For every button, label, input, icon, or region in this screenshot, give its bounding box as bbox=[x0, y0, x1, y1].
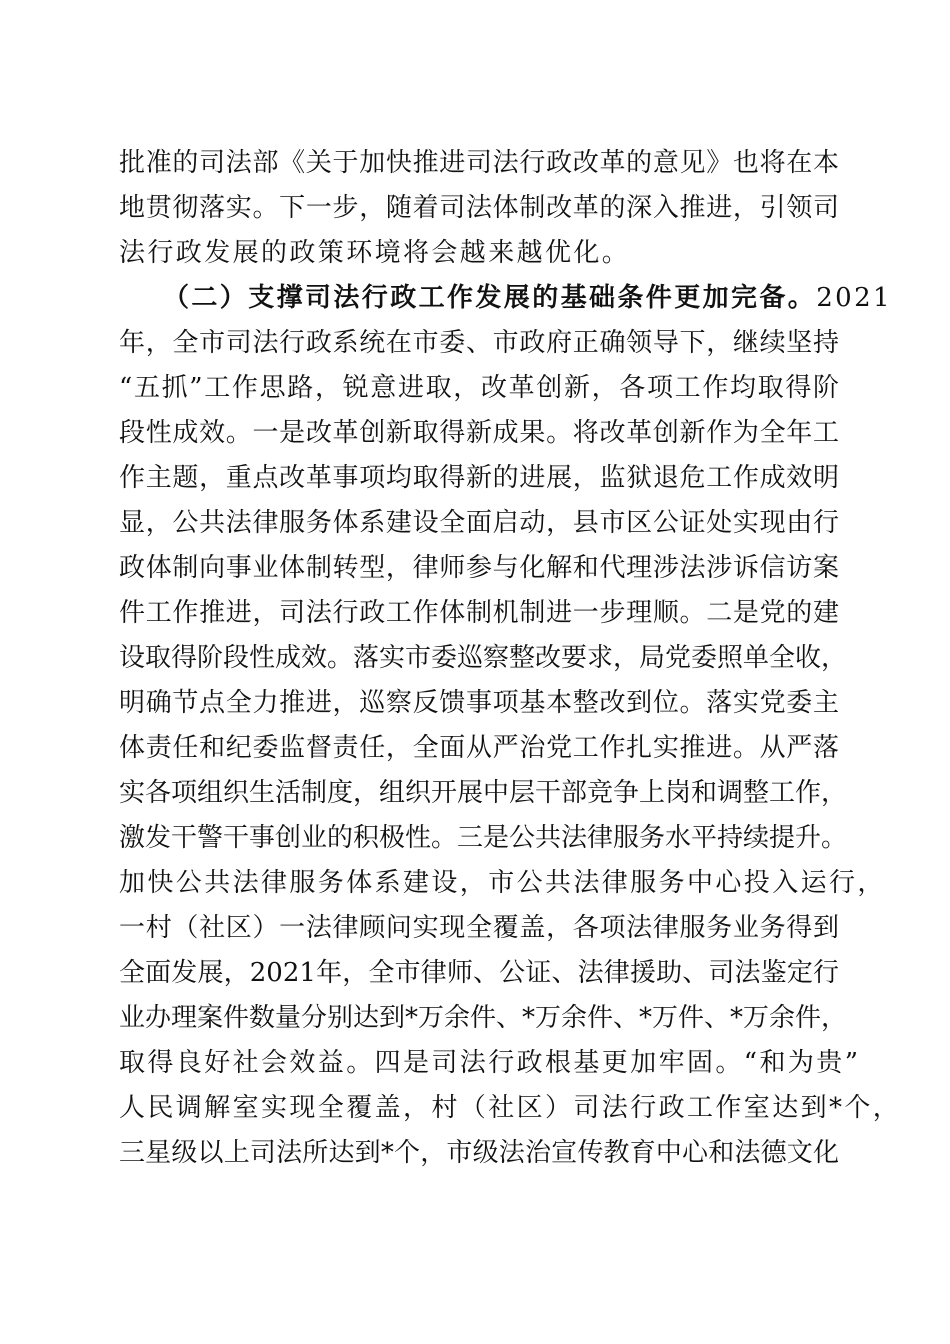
body-line-3: 法行政发展的政策环境将会越来越优化。 bbox=[119, 238, 631, 268]
section-heading-line bbox=[163, 276, 892, 320]
body-line-20: 业办理案件数量分别达到*万余件、*万余件、*万件、*万余件， bbox=[119, 1003, 848, 1033]
body-line-12: 设取得阶段性成效。落实市委巡察整改要求，局党委照单全收， bbox=[119, 643, 848, 673]
body-line-22: 人民调解室实现全覆盖，村（社区）司法行政工作室达到*个， bbox=[119, 1093, 902, 1123]
body-line-23: 三星级以上司法所达到*个，市级法治宣传教育中心和法德文化 bbox=[119, 1138, 839, 1168]
body-line-19: 全面发展，2021年，全市律师、公证、法律援助、司法鉴定行 bbox=[119, 958, 839, 988]
section-heading-year: 2021 bbox=[816, 283, 892, 313]
body-line-7: 段性成效。一是改革创新取得新成果。将改革创新作为全年工 bbox=[119, 418, 839, 448]
body-line-11: 件工作推进，司法行政工作体制机制进一步理顺。二是党的建 bbox=[119, 598, 839, 628]
body-line-2: 地贯彻落实。下一步，随着司法体制改革的深入推进，引领司 bbox=[119, 193, 839, 223]
body-line-6: “五抓”工作思路，锐意进取，改革创新，各项工作均取得阶 bbox=[119, 373, 839, 403]
body-line-1: 批准的司法部《关于加快推进司法行政改革的意见》也将在本 bbox=[119, 148, 839, 178]
body-line-5: 年，全市司法行政系统在市委、市政府正确领导下，继续坚持 bbox=[119, 328, 839, 358]
body-line-8: 作主题，重点改革事项均取得新的进展，监狱退危工作成效明 bbox=[119, 463, 839, 493]
section-heading: （二）支撑司法行政工作发展的基础条件更加完备。 bbox=[163, 283, 817, 313]
body-line-21: 取得良好社会效益。四是司法行政根基更加牢固。“和为贵” bbox=[119, 1048, 861, 1078]
body-line-13: 明确节点全力推进，巡察反馈事项基本整改到位。落实党委主 bbox=[119, 688, 839, 718]
body-line-10: 政体制向事业体制转型，律师参与化解和代理涉法涉诉信访案 bbox=[119, 553, 839, 583]
body-line-15: 实各项组织生活制度，组织开展中层干部竞争上岗和调整工作， bbox=[119, 778, 848, 808]
body-line-18: 一村（社区）一法律顾问实现全覆盖，各项法律服务业务得到 bbox=[119, 913, 839, 943]
body-line-16: 激发干警干事创业的积极性。三是公共法律服务水平持续提升。 bbox=[119, 823, 848, 853]
body-line-9: 显，公共法律服务体系建设全面启动，县市区公证处实现由行 bbox=[119, 508, 839, 538]
body-line-17: 加快公共法律服务体系建设，市公共法律服务中心投入运行， bbox=[119, 868, 886, 898]
body-line-14: 体责任和纪委监督责任，全面从严治党工作扎实推进。从严落 bbox=[119, 733, 839, 763]
